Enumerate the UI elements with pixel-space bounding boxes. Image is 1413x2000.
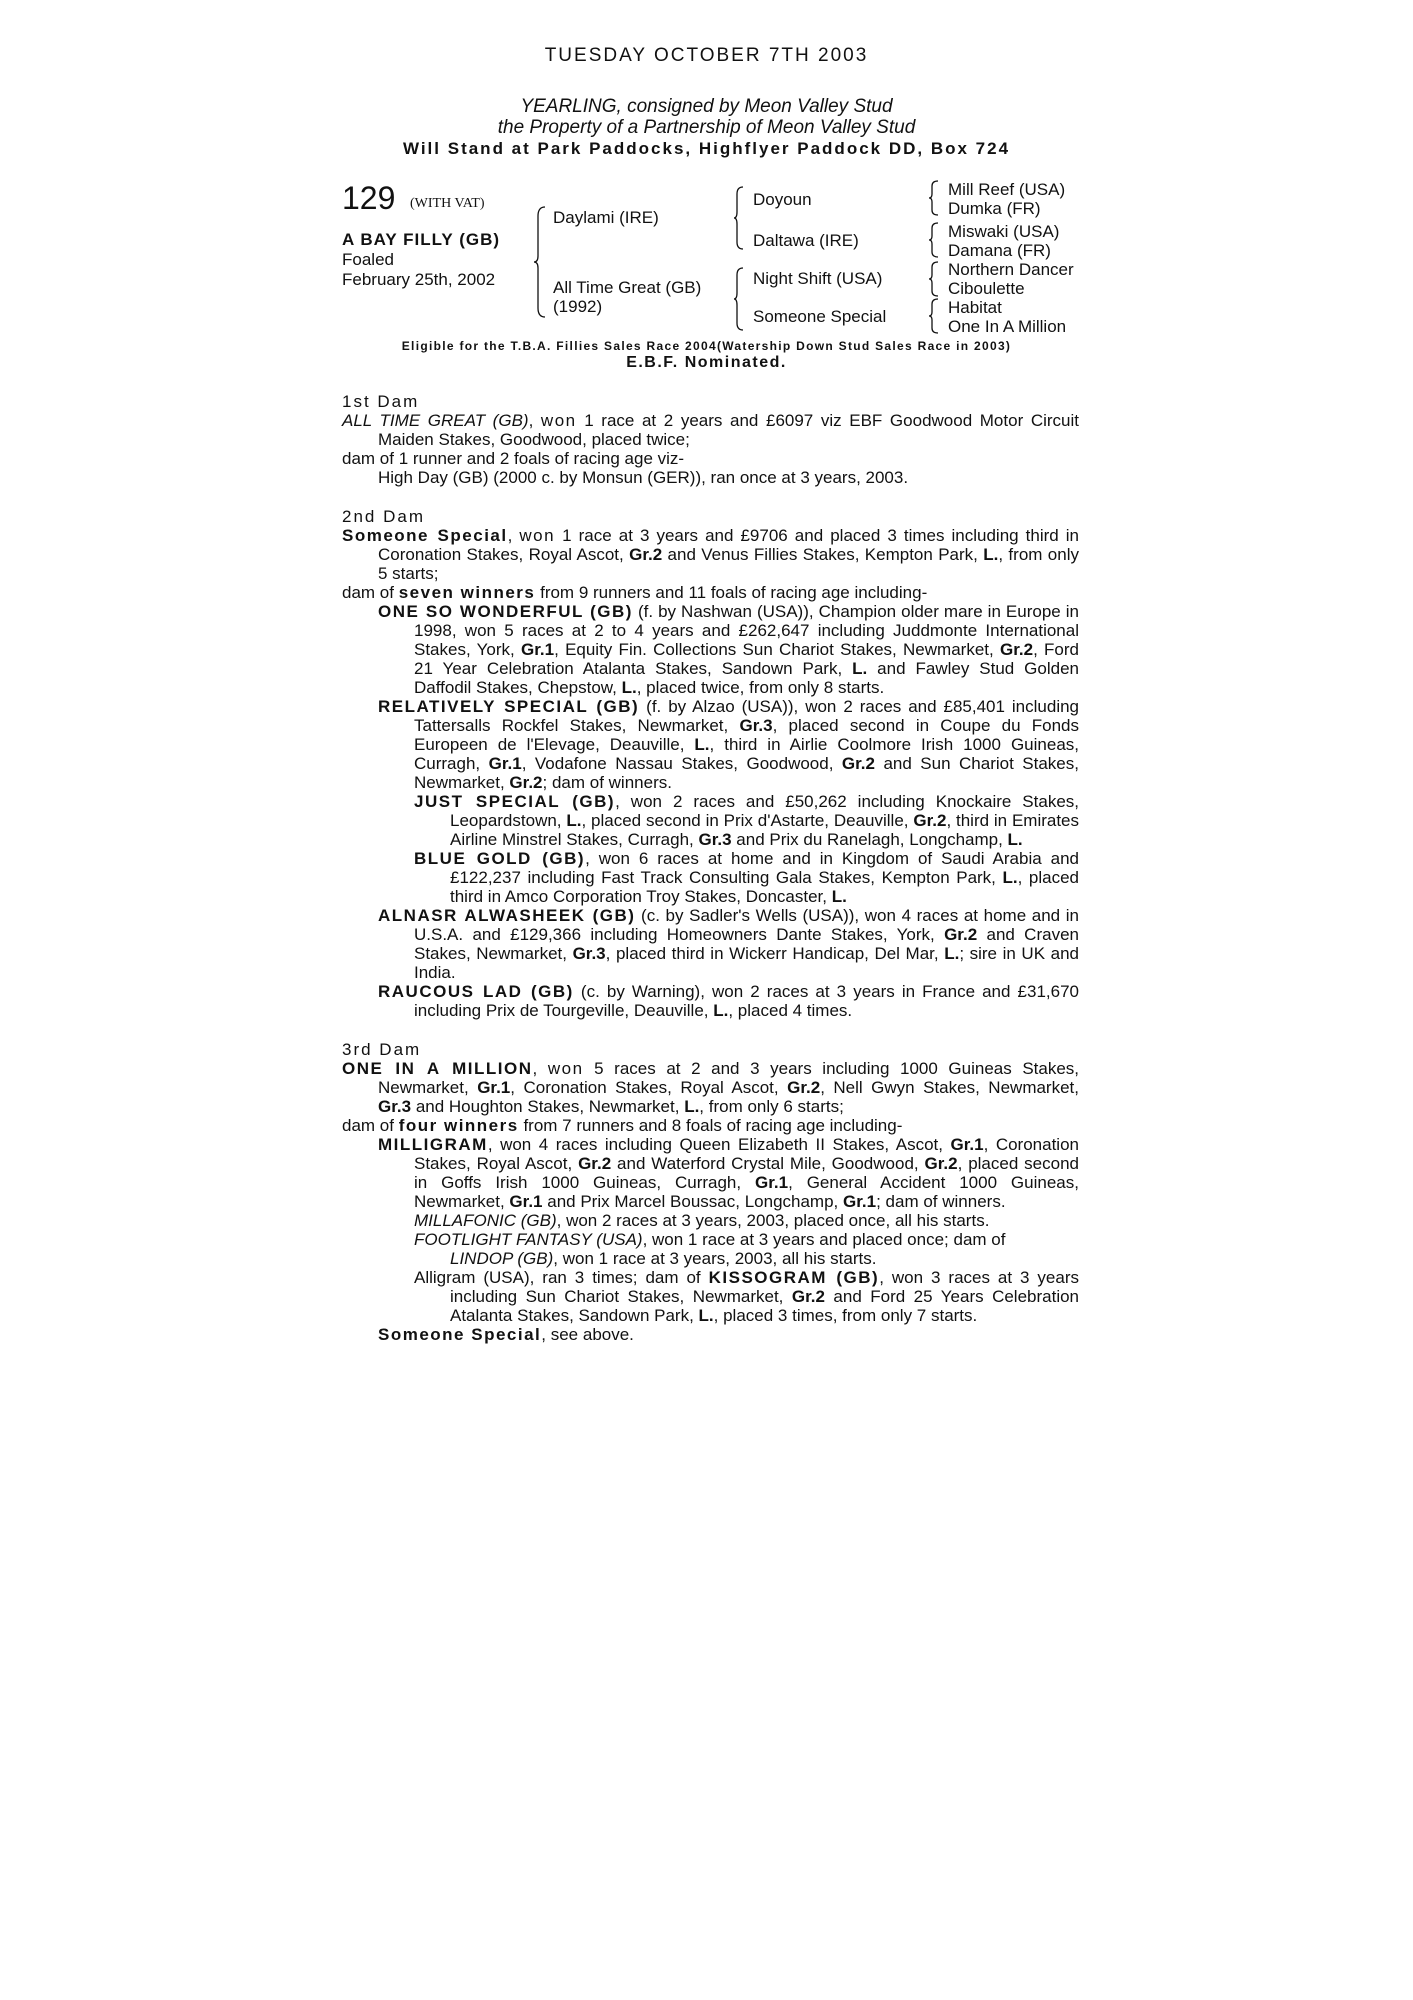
horse-info <box>342 230 500 290</box>
pedigree-g3-7: Habitat <box>948 298 1002 317</box>
second-dam-heading: 2nd Dam <box>342 507 425 526</box>
pedigree-g3-5: Northern Dancer <box>948 260 1074 279</box>
horse-name: A BAY FILLY (GB) <box>342 230 501 249</box>
third-dam-produce-summary: dam of four winners from 7 runners and 8 foals of racing age including- <box>342 1116 903 1135</box>
produce-entry: Someone Special, see above. <box>378 1325 634 1344</box>
pedigree-g3-6: Ciboulette <box>948 279 1025 298</box>
pedigree-brace-g3-1 <box>928 180 940 216</box>
produce-entry: BLUE GOLD (GB), won 6 races at home and in Kingdom of Saudi Arabia and £122,237 including Fast Track Consulting Gala Stakes, Kempton Park, L., placed third in Amco Corporation Troy Stakes, Doncaster, L. <box>414 849 1080 906</box>
pedigree-brace-dam <box>733 267 745 331</box>
pedigree-dam-year: (1992) <box>553 297 603 316</box>
eligibility-note: Eligible for the T.B.A. Fillies Sales Race 2004(Watership Down Stud Sales Race in 2003) <box>401 339 1012 353</box>
produce-entry: ALNASR ALWASHEEK (GB) (c. by Sadler's Wells (USA)), won 4 races at home and in U.S.A. and £129,366 including Homeowners Dante Stakes, York, Gr.2 and Craven Stakes, Newmarket, Gr.3, placed third in Wickerr Handicap, Del Mar, L.; sire in UK and India. <box>378 906 1079 982</box>
pedigree-g3-3: Miswaki (USA) <box>948 222 1060 241</box>
pedigree-dam-dam: Someone Special <box>753 307 887 326</box>
lot-description <box>0 96 1413 138</box>
pedigree-dam-name: All Time Great (GB) <box>553 278 702 297</box>
third-dam-name: ONE IN A MILLION <box>342 1059 533 1078</box>
pedigree-brace-main <box>533 206 547 318</box>
pedigree-dam-sire: Night Shift (USA) <box>753 269 883 288</box>
pedigree-brace-sire <box>733 186 745 250</box>
produce-entry: MILLAFONIC (GB), won 2 races at 3 years, 2003, placed once, all his starts. <box>414 1211 990 1230</box>
second-dam-name: Someone Special <box>342 526 508 545</box>
produce-entry: JUST SPECIAL (GB), won 2 races and £50,262 including Knockaire Stakes, Leopardstown, L., placed second in Prix d'Astarte, Deauville, Gr.2, third in Emirates Airline Minstrel Stakes, Curragh, Gr.3 and Prix du Ranelagh, Longchamp, L. <box>414 792 1080 849</box>
produce-record <box>342 392 1079 1344</box>
pedigree-g3-2: Dumka (FR) <box>948 199 1041 218</box>
produce-entry: RAUCOUS LAD (GB) (c. by Warning), won 2 races at 3 years in France and £31,670 including Prix de Tourgeville, Deauville, L., placed 4 times. <box>378 982 1079 1020</box>
third-dam-record: ONE IN A MILLION, won 5 races at 2 and 3 years including 1000 Guineas Stakes, Newmarket, Gr.1, Coronation Stakes, Royal Ascot, Gr.2, Nell Gwyn Stakes, Newmarket, Gr.3 and Houghton Stakes, Newmarket, L., from only 6 starts; <box>342 1059 1080 1116</box>
pedigree-sire-sire: Doyoun <box>753 190 812 209</box>
foaled-label: Foaled <box>342 250 394 269</box>
produce-entry: FOOTLIGHT FANTASY (USA), won 1 race at 3 years and placed once; dam of LINDOP (GB), won 1 race at 3 years, 2003, all his starts. <box>414 1230 1006 1268</box>
produce-entry: ONE SO WONDERFUL (GB) (f. by Nashwan (USA)), Champion older mare in Europe in 1998, won 5 races at 2 to 4 years and £262,647 including Juddmonte International Stakes, York, Gr.1, Equity Fin. Collections Sun Chariot Stakes, Newmarket, Gr.2, Ford 21 Year Celebration Atalanta Stakes, Sandown Park, L. and Fawley Stud Golden Daffodil Stakes, Chepstow, L., placed twice, from only 8 starts. <box>378 602 1079 697</box>
produce-entry: MILLIGRAM, won 4 races including Queen Elizabeth II Stakes, Ascot, Gr.1, Coronation Stakes, Royal Ascot, Gr.2 and Waterford Crystal Mile, Goodwood, Gr.2, placed second in Goffs Irish 1000 Guineas, Curragh, Gr.1, General Accident 1000 Guineas, Newmarket, Gr.1 and Prix Marcel Boussac, Longchamp, Gr.1; dam of winners. <box>378 1135 1079 1211</box>
ebf-note: E.B.F. Nominated. <box>626 354 787 371</box>
won-label: won <box>540 411 577 430</box>
first-dam-record: ALL TIME GREAT (GB), won 1 race at 2 years and £6097 viz EBF Goodwood Motor Circuit Maiden Stakes, Goodwood, placed twice; <box>342 411 1080 449</box>
won-label: won <box>519 526 556 545</box>
second-dam-produce-summary: dam of seven winners from 9 runners and 11 foals of racing age including- <box>342 583 928 602</box>
won-label: won <box>547 1059 584 1078</box>
pedigree-brace-g3-3 <box>928 261 940 297</box>
pedigree-g3-8: One In A Million <box>948 317 1067 336</box>
sale-date: TUESDAY OCTOBER 7TH 2003 <box>544 45 869 66</box>
pedigree-brace-g3-4 <box>928 298 940 334</box>
pedigree-sire-dam: Daltawa (IRE) <box>753 231 859 250</box>
first-dam-heading: 1st Dam <box>342 392 420 411</box>
first-dam-name: ALL TIME GREAT (GB) <box>342 411 529 430</box>
stand-location: Will Stand at Park Paddocks, Highflyer Paddock DD, Box 724 <box>402 139 1011 158</box>
property-line: the Property of a Partnership of Meon Valley Stud <box>497 117 916 138</box>
produce-entry: Alligram (USA), ran 3 times; dam of KISSOGRAM (GB), won 3 races at 3 years including Sun Chariot Stakes, Newmarket, Gr.2 and Ford 25 Years Celebration Atalanta Stakes, Sandown Park, L., placed 3 times, from only 7 starts. <box>414 1268 1080 1325</box>
pedigree-brace-g3-2 <box>928 222 940 258</box>
first-dam-produce-summary: dam of 1 runner and 2 foals of racing age viz- <box>342 449 685 468</box>
pedigree-dam <box>553 278 701 316</box>
foaled-date: February 25th, 2002 <box>342 270 496 289</box>
lot-number: 129 <box>342 180 396 216</box>
vat-note: (WITH VAT) <box>410 196 485 211</box>
second-dam-record: Someone Special, won 1 race at 3 years and £9706 and placed 3 times including third in Coronation Stakes, Royal Ascot, Gr.2 and Venus Fillies Stakes, Kempton Park, L., from only 5 starts; <box>342 526 1079 583</box>
first-dam-produce: High Day (GB) (2000 c. by Monsun (GER)), ran once at 3 years, 2003. <box>378 468 909 487</box>
pedigree-g3-1: Mill Reef (USA) <box>948 180 1066 199</box>
pedigree-sire: Daylami (IRE) <box>553 208 659 227</box>
consignor-line: YEARLING, consigned by Meon Valley Stud <box>520 96 893 117</box>
produce-entry: RELATIVELY SPECIAL (GB) (f. by Alzao (USA)), won 2 races and £85,401 including Tattersalls Rockfel Stakes, Newmarket, Gr.3, placed second in Coupe du Fonds Europeen de l'Elevage, Deauville, L., third in Airlie Coolmore Irish 1000 Guineas, Curragh, Gr.1, Vodafone Nassau Stakes, Goodwood, Gr.2 and Sun Chariot Stakes, Newmarket, Gr.2; dam of winners. <box>378 697 1079 792</box>
third-dam-heading: 3rd Dam <box>342 1040 422 1059</box>
pedigree-g3-4: Damana (FR) <box>948 241 1051 260</box>
